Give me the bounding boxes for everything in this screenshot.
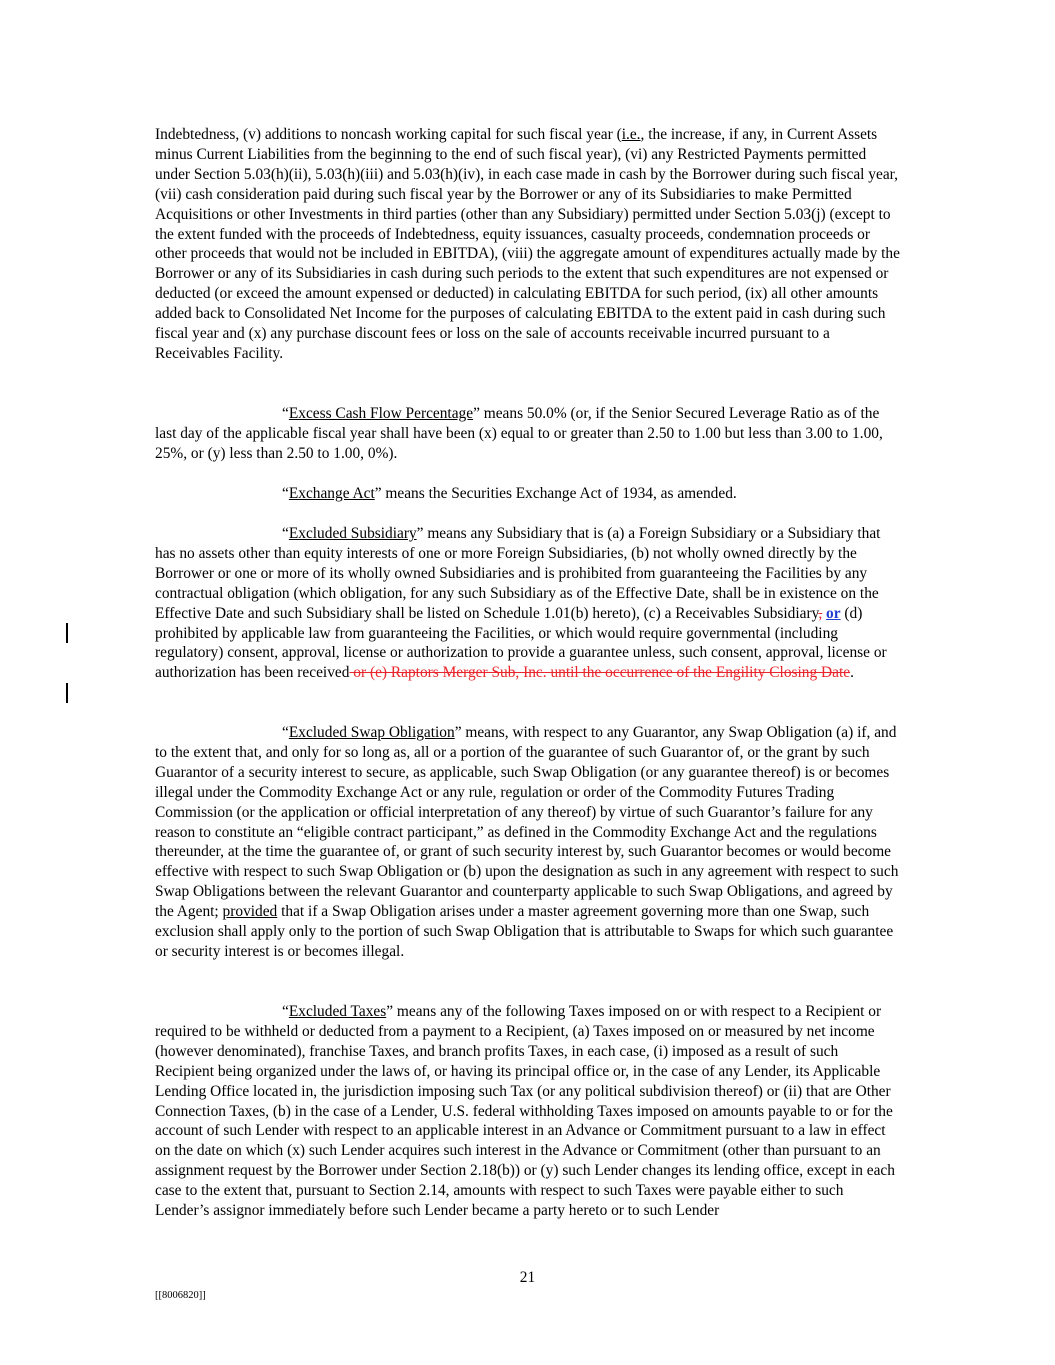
paragraph-excess-cash-flow-continuation	[155, 125, 900, 364]
deleted-comma: ,	[818, 604, 823, 622]
definition-text: ” means any Subsidiary that is (a) a Foreign Subsidiary or a Subsidiary that has no assets other than equity interests of one or more Foreign Subsidiaries, (b) not wholly owned directly by the Borrower or one or more of its wholly owned Subsidiaries and is prohibited from guaranteeing the Facilities by any contractual obligation (which obligation, for any such Subsidiary as of the Effective Date, shall be in existence on the Effective Date and such Subsidiary shall be listed on Schedule 1.01(b) hereto), (c) a Receivables Subsidiary	[155, 525, 881, 622]
open-quote: “	[282, 724, 289, 741]
definition-text: ” means any of the following Taxes imposed on or with respect to a Recipient or required to be withheld or deducted from a payment to a Recipient, (a) Taxes imposed on or measured by net income (however denominated), franchise Taxes, and branch profits Taxes, in each case, (i) imposed as a result of such Recipient being organized under the laws of, or having its principal office or, in the case of any Lender, its Applicable Lending Office located in, the jurisdiction imposing such Tax (or any political subdivision thereof) or (ii) that are Other Connection Taxes, (b) in the case of a Lender, U.S. federal withholding Taxes imposed on amounts payable to or for the account of such Lender with respect to an applicable interest in an Advance or Commitment pursuant to a law in effect on the date on which (x) such Lender acquires such interest in the Advance or Commitment (other than pursuant to an assignment request by the Borrower under Section 2.18(b)) or (y) such Lender changes its lending office, except in each case to the extent that, pursuant to Section 2.14, amounts with respect to such Taxes were payable either to such Lender’s assignor immediately before such Lender became a party hereto or to such Lender	[155, 1003, 895, 1220]
definition-text: that if a Swap Obligation arises under a master agreement governing more than one Swap, such exclusion shall apply only to the portion of such Swap Obligation that is attributable to Swaps for which such guarantee or security interest is or becomes illegal.	[155, 903, 894, 960]
definition-text: ” means the Securities Exchange Act of 1934, as amended.	[374, 485, 737, 502]
definition-excluded-taxes	[155, 1002, 900, 1221]
defined-term: Excluded Swap Obligation	[288, 724, 455, 741]
ie-abbrev: i.e.	[621, 126, 641, 143]
period: .	[850, 664, 854, 682]
open-quote: “	[282, 405, 289, 422]
defined-term: Excluded Taxes	[288, 1003, 387, 1020]
definition-text: ” means 50.0% (or, if the Senior Secured Leverage Ratio as of the last day of the applicable fiscal year shall have been (x) equal to or greater than 2.50 to 1.00 but less than 3.00 to 1.00, 25%, or (y) less than 2.50 to 1.00, 0%).	[155, 405, 883, 462]
definition-excluded-subsidiary	[155, 524, 900, 683]
defined-term: Excluded Subsidiary	[288, 525, 417, 542]
change-bar	[66, 683, 68, 703]
document-id: [[8006820]]	[155, 1290, 206, 1301]
provided-keyword: provided	[222, 903, 278, 921]
text: Indebtedness, (v) additions to noncash working capital for such fiscal year (	[155, 126, 622, 143]
inserted-or: or	[826, 604, 841, 622]
text: , the increase, if any, in Current Assets minus Current Liabilities from the beginning to the end of such fiscal year), (vi) any Restricted Payments permitted under Section 5.03(h)(ii), 5.03(h)(iii) and 5.03(h)(iv), in each case made in cash by the Borrower during such fiscal year, (vii) cash consideration paid during such fiscal year by the Borrower or any of its Subsidiaries to make Permitted Acquisitions or other Investments in third parties (other than any Subsidiary) permitted under Section 5.03(j) (except to the extent funded with the proceeds of Indebtedness, equity issuances, casualty proceeds, condemnation proceeds or other proceeds that would not be included in EBITDA), (viii) the aggregate amount of expenditures actually made by the Borrower or any of its Subsidiaries in cash during such periods to the extent that such expenditures are not expensed or deducted (or exceed the amount expensed or deducted) in calculating EBITDA for such period, (ix) all other amounts added back to Consolidated Net Income for the purposes of calculating EBITDA to the extent paid in cash during such fiscal year and (x) any purchase discount fees or loss on the sale of accounts receivable incurred pursuant to a Receivables Facility.	[155, 126, 900, 362]
definition-exchange-act	[155, 484, 900, 504]
page-number: 21	[519, 1269, 536, 1286]
open-quote: “	[282, 485, 289, 502]
definition-text: (d) prohibited by applicable law from guaranteeing the Facilities, or which would require governmental (including regulatory) consent, approval, license or authorization to provide a guarantee unless, such consent, approval, license or authorization has been received	[155, 604, 887, 682]
open-quote: “	[282, 525, 289, 542]
defined-term: Exchange Act	[288, 485, 375, 502]
change-bar	[66, 623, 68, 643]
definition-excluded-swap-obligation	[155, 723, 900, 962]
definition-excess-cash-flow-percentage	[155, 404, 900, 464]
open-quote: “	[282, 1003, 289, 1020]
deleted-clause: or (e) Raptors Merger Sub, Inc. until the occurrence of the Engility Closing Date	[349, 664, 851, 682]
definition-text: ” means, with respect to any Guarantor, any Swap Obligation (a) if, and to the extent that, and only for so long as, all or a portion of the guarantee of such Guarantor of, or the grant by such Guarantor of a security interest to secure, as applicable, such Swap Obligation (or any guarantee thereof) is or becomes illegal under the Commodity Exchange Act or any rule, regulation or order of the Commodity Futures Trading Commission (or the application or official interpretation of any thereof) by virtue of such Guarantor’s failure for any reason to constitute an “eligible contract participant,” as defined in the Commodity Exchange Act and the regulations thereunder, at the time the guarantee of, or grant of such security interest by, such Guarantor becomes or would become effective with respect to such Swap Obligation or (b) upon the designation as such in any agreement with respect to such Swap Obligations between the relevant Guarantor and counterparty applicable to such Swap Obligations, and agreed by the Agent;	[155, 724, 899, 921]
defined-term: Excess Cash Flow Percentage	[288, 405, 474, 422]
